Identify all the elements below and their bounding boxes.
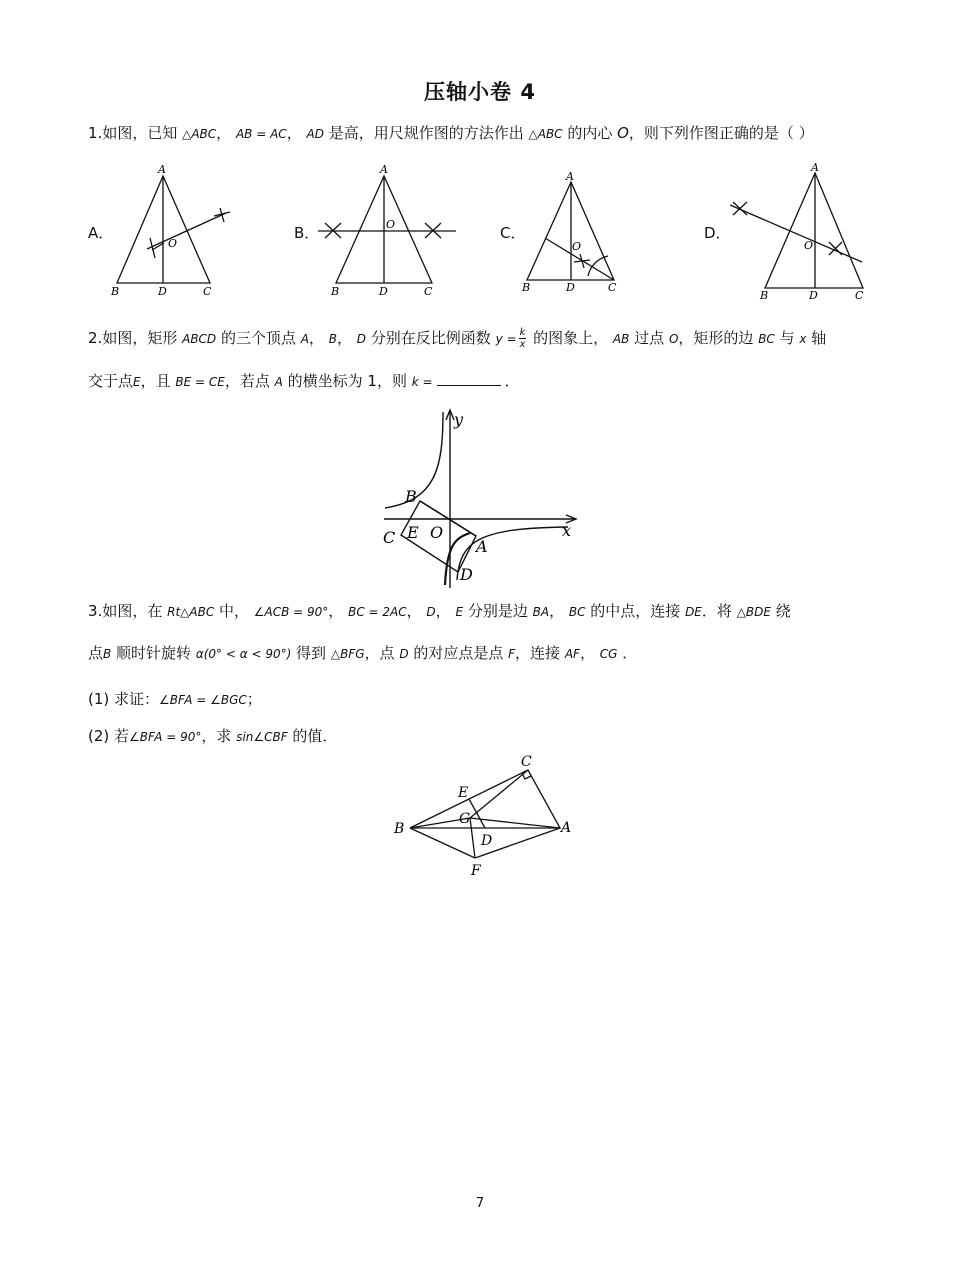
label-c: C [855, 289, 864, 302]
option-b-label: B． [294, 224, 320, 242]
point-label-g: G [459, 811, 471, 827]
point-label-o: O [430, 523, 444, 542]
label-c: C [608, 281, 617, 294]
question-3-part-2: (2) 若∠BFA = 90°，求 sin∠CBF 的值． [88, 727, 338, 745]
label-d: D [809, 289, 818, 302]
option-d-label: D． [704, 224, 731, 242]
question-2-line-1: 2.如图，矩形 ABCD 的三个顶点 A， B， D 分别在反比例函数 y = $\frac{k}{x}$ 的图象上， AB 过点 O，矩形的边 BC 与 x 轴 [88, 327, 827, 350]
label-d: D [158, 285, 167, 298]
label-a: A [811, 161, 819, 174]
point-label-b: B [405, 487, 417, 506]
point-label-e: E [458, 785, 469, 801]
label-b: B [111, 285, 120, 298]
point-label-c: C [383, 528, 396, 547]
label-c: C [203, 285, 212, 298]
point-label-d: D [460, 565, 473, 584]
label-o: O [804, 239, 814, 252]
label-b: B [522, 281, 531, 294]
label-a: A [380, 163, 388, 176]
question-2-line-2: 交于点E，且 BE = CE，若点 A 的横坐标为 1，则 k = ． [88, 372, 520, 390]
point-label-f: F [471, 863, 481, 879]
label-o: O [572, 240, 582, 253]
axis-label-y: y [454, 410, 464, 429]
point-label-a: A [476, 537, 488, 556]
label-d: D [379, 285, 388, 298]
label-c: C [424, 285, 433, 298]
point-label-b: B [394, 821, 405, 837]
label-a: A [158, 163, 166, 176]
question-3-part-1: (1) 求证：∠BFA = ∠BGC； [88, 690, 262, 708]
label-o: O [386, 218, 396, 231]
label-o: O [168, 237, 178, 250]
point-label-a: A [561, 820, 572, 836]
page-title: 压轴小卷 4 [424, 80, 536, 104]
axis-label-x: x [562, 521, 572, 540]
page-number: 7 [475, 1196, 485, 1211]
label-d: D [566, 281, 575, 294]
option-c-label: C． [500, 224, 526, 242]
question-3-line-1: 3.如图，在 Rt△ABC 中， ∠ACB = 90°， BC = 2AC， D， E 分别是边 BA， BC 的中点，连接 DE．将 △BDE 绕 [88, 602, 791, 620]
label-b: B [760, 289, 769, 302]
question-3-line-2: 点B 顺时针旋转 α(0° < α < 90°) 得到 △BFG，点 D 的对应点是点 F，连接 AF， CG ． [88, 644, 638, 662]
label-a: A [566, 170, 574, 183]
question-1-text: 1.如图，已知 △ABC， AB = AC， AD 是高，用尺规作图的方法作出 △ABC 的内心 O，则下列作图正确的是（ ） [88, 124, 814, 142]
fraction-k-over-x: $\frac{k}{x}$ [519, 327, 526, 350]
point-label-d: D [481, 833, 493, 849]
point-label-e: E [407, 523, 419, 542]
option-a-label: A． [88, 224, 114, 242]
point-label-c: C [521, 754, 532, 770]
label-b: B [331, 285, 340, 298]
